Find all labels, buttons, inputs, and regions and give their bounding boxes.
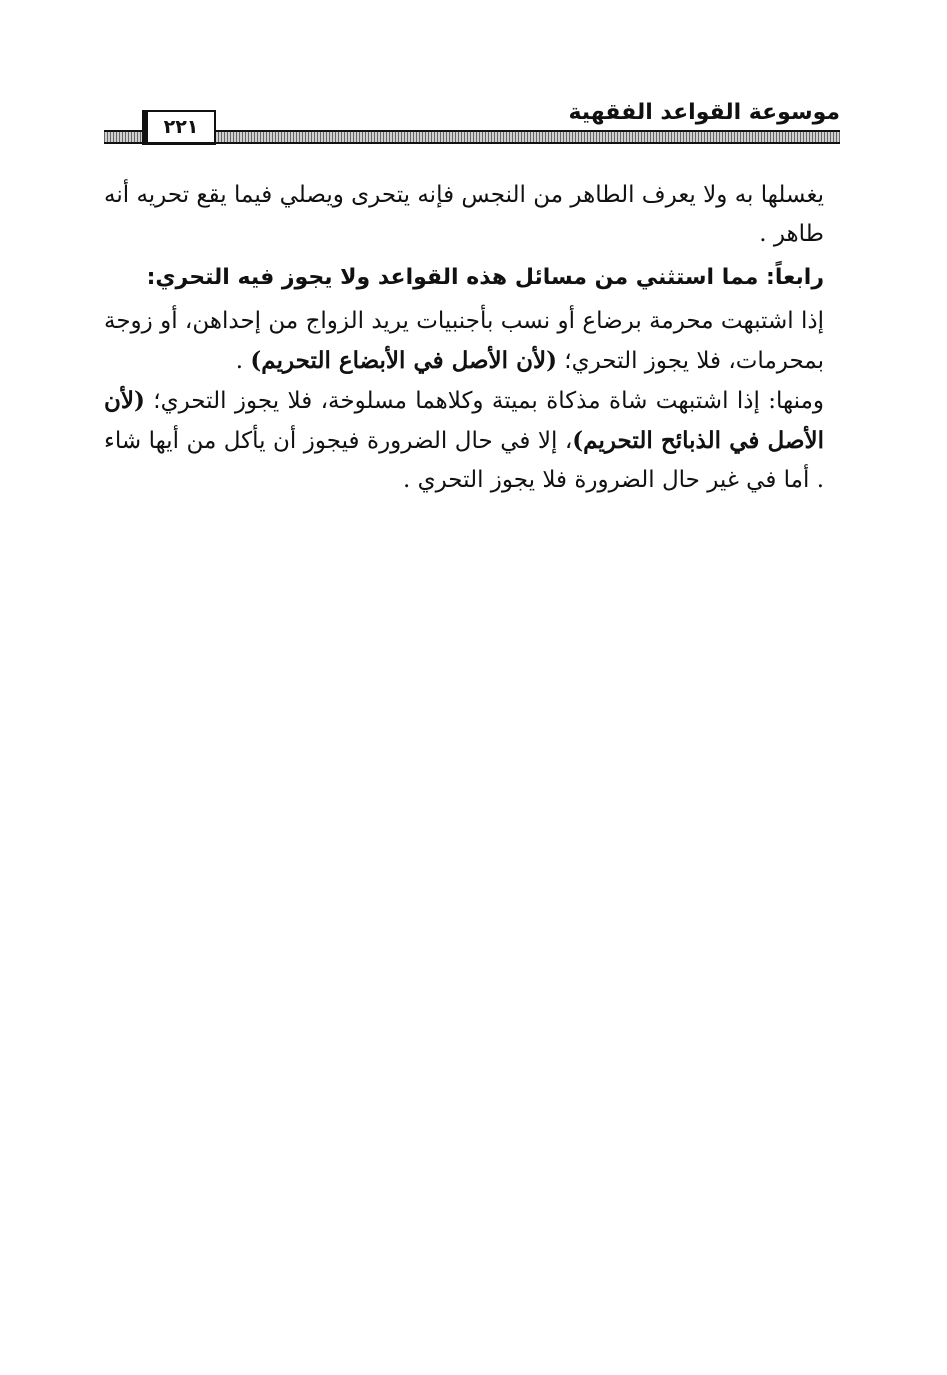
section-heading: رابعاً: مما استثني من مسائل هذه القواعد ولا يجوز فيه التحري:	[146, 265, 824, 290]
paragraph-3-quote: (لأن الأصل في الذبائح التحريم)	[104, 387, 825, 454]
paragraph-2-quote: (لأن الأصل في الأبضاع التحريم)	[250, 347, 557, 374]
paragraph-3-text: ومنها: إذا اشتبهت شاة مذكاة بميتة وكلاهما مسلوخة، فلا يجوز التحري؛	[144, 388, 824, 414]
paragraph-3	[104, 381, 824, 500]
paragraph-2-end: .	[235, 348, 251, 374]
page-number: ٢٢١	[146, 110, 216, 145]
paragraph-2	[104, 302, 824, 381]
paragraph-2-text: إذا اشتبهت محرمة برضاع أو نسب بأجنبيات يريد الزواج من إحداهن، أو زوجة بمحرمات، فلا يجوز التحري؛	[104, 308, 824, 374]
page-body	[104, 176, 824, 500]
paragraph-3-end: ، إلا في حال الضرورة فيجوز أن يأكل من أيها شاء . أما في غير حال الضرورة فلا يجوز التحري .	[104, 428, 824, 493]
paragraph-1: يغسلها به ولا يعرف الطاهر من النجس فإنه يتحرى ويصلي فيما يقع تحريه أنه طاهر .	[104, 182, 824, 247]
book-title: موسوعة القواعد الفقهية	[568, 100, 840, 125]
page-header	[104, 96, 840, 148]
